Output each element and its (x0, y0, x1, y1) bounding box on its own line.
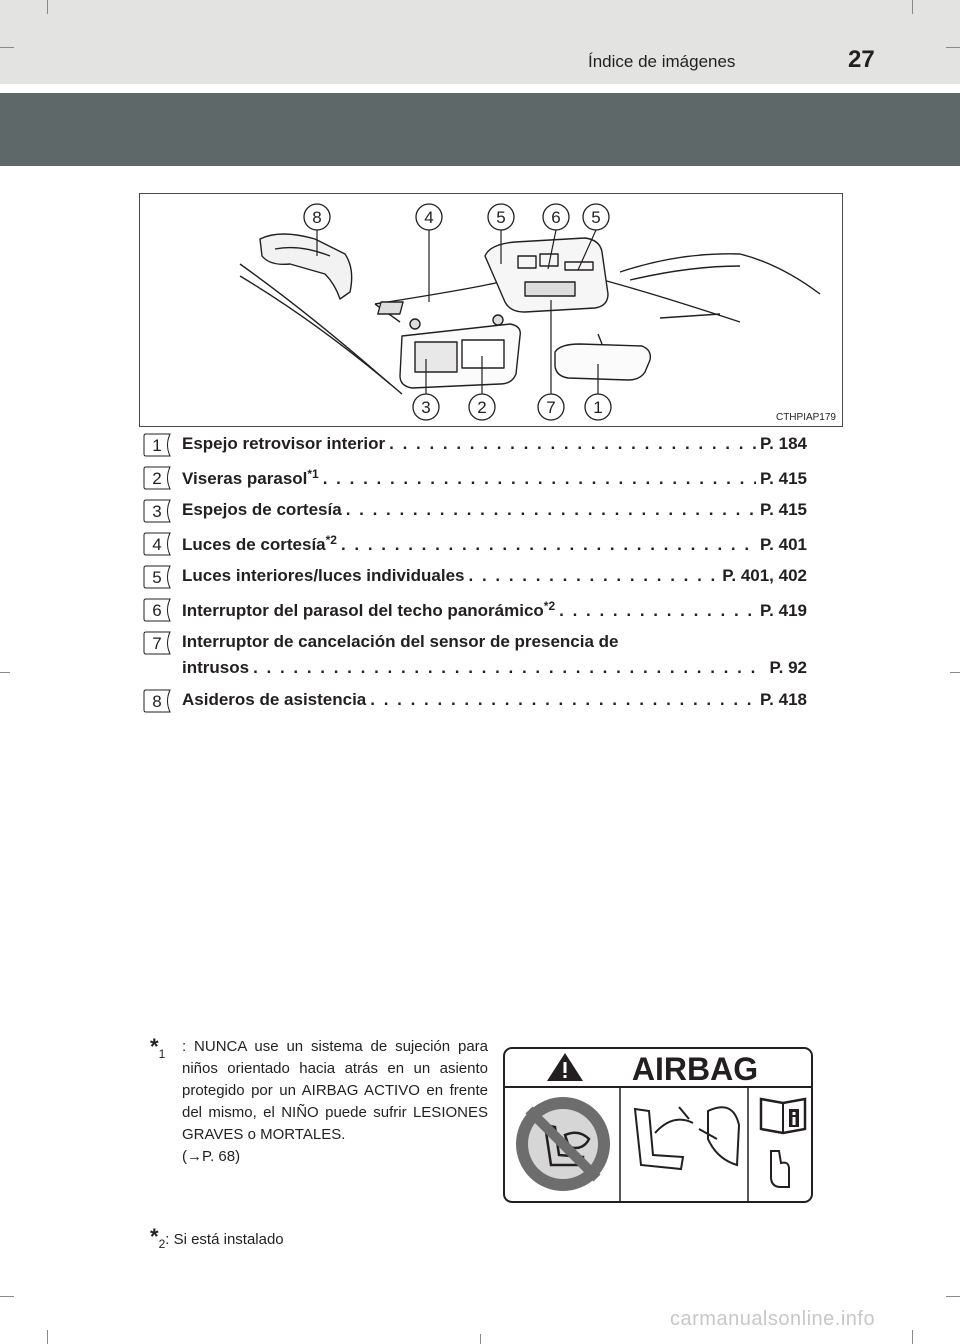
callout-1-label: 1 (593, 398, 603, 417)
item-label: Luces interiores/luces individuales (182, 566, 465, 585)
page-header (0, 0, 960, 84)
airbag-title: AIRBAG (631, 1051, 759, 1087)
list-item (143, 686, 813, 719)
leader-dots (389, 434, 756, 454)
crop-mark (0, 1296, 14, 1297)
item-label: Espejo retrovisor interior (182, 434, 386, 453)
item-list (143, 430, 813, 719)
crop-mark (912, 0, 913, 14)
footnote-1 (150, 1036, 488, 1168)
section-title: Índice de imágenes (588, 52, 736, 71)
item-label: Luces de cortesía$^{*2}$ (182, 533, 337, 554)
watermark: carmanualsonline.info (670, 1308, 876, 1330)
list-item (143, 430, 813, 463)
page-ref-link[interactable]: P. 184 (760, 434, 807, 453)
page-ref-link[interactable]: P. 419 (760, 601, 807, 620)
item-number-badge (143, 433, 171, 457)
callout-2-label: 2 (477, 398, 487, 417)
footnote-2-text: : Si está instalado (165, 1231, 284, 1248)
leader-dots (253, 658, 765, 678)
crop-mark (946, 1296, 960, 1297)
item-label: Asideros de asistencia (182, 690, 367, 709)
callout-8-label: 8 (312, 208, 322, 227)
footnote-2: $*_2$: Si está instalado (150, 1224, 284, 1251)
item-number: 7 (152, 634, 162, 653)
footnote-ref: *2 (325, 533, 337, 547)
item-number: 3 (152, 502, 162, 521)
page-ref-link[interactable]: P. 92 (769, 658, 807, 677)
item-number-badge (143, 466, 171, 490)
header-band (0, 93, 960, 166)
list-item (143, 529, 813, 562)
item-number: 4 (152, 535, 162, 554)
crop-mark (912, 1330, 913, 1344)
callout-5b-label: 5 (591, 208, 601, 227)
callout-3-label: 3 (421, 398, 431, 417)
crop-mark (0, 47, 14, 48)
item-label: Interruptor del parasol del techo panorámico$^{*2}$ (182, 599, 556, 620)
callout-6-label: 6 (551, 208, 561, 227)
callout-5-label: 5 (496, 208, 506, 227)
item-number: 1 (152, 436, 162, 455)
leader-dots (370, 690, 756, 710)
item-label: Viseras parasol$^{*1}$ (182, 467, 319, 488)
ceiling-drawing (140, 194, 843, 427)
footnote-1-text: : NUNCA use un sistema de sujeción para niños orientado hacia atrás en un asiento protegido por un AIRBAG ACTIVO en frente del mismo, el NIÑO puede sufrir LESIONES GRAVES o MORTALES. (182, 1038, 488, 1143)
crop-mark (950, 672, 960, 673)
list-item (143, 496, 813, 529)
item-number-badge (143, 565, 171, 589)
leader-dots (469, 566, 719, 586)
leader-dots (346, 500, 756, 520)
page-number: 27 (848, 46, 875, 73)
page-ref-link[interactable]: P. 415 (760, 469, 807, 488)
footnote-1-mark: $*_1$ (150, 1034, 166, 1061)
list-item (143, 628, 813, 686)
callout-7-label: 7 (546, 398, 556, 417)
leader-dots (559, 601, 756, 621)
crop-mark (47, 0, 48, 14)
item-number-badge (143, 532, 171, 556)
page-ref-link[interactable]: P. 415 (760, 500, 807, 519)
airbag-warning-label (503, 1047, 813, 1203)
page-ref-link[interactable]: P. 401 (760, 535, 807, 554)
list-item (143, 595, 813, 628)
page-ref-link[interactable]: P. 401, 402 (722, 566, 807, 585)
leader-dots (323, 469, 756, 489)
item-number-badge (143, 598, 171, 622)
page-ref-link[interactable]: P. 418 (760, 690, 807, 709)
crop-mark (0, 672, 10, 673)
item-number-badge (143, 631, 171, 655)
leader-dots (341, 535, 756, 555)
crop-mark (480, 1334, 481, 1344)
interior-illustration (139, 193, 843, 427)
item-number: 8 (152, 692, 162, 711)
list-item (143, 562, 813, 595)
figure-code: CTHPIAP179 (775, 412, 836, 423)
footnote-2-mark: * (150, 1224, 159, 1249)
item-number-badge (143, 689, 171, 713)
item-number: 6 (152, 601, 162, 620)
list-item (143, 463, 813, 496)
crop-mark (946, 47, 960, 48)
item-label: Interruptor de cancelación del sensor de presencia de (182, 632, 619, 651)
footnote-ref: *1 (307, 467, 319, 481)
footnote-1-ref[interactable]: (→P. 68) (182, 1148, 241, 1165)
callout-4-label: 4 (424, 208, 434, 227)
item-number: 5 (152, 568, 162, 587)
footnote-ref: *2 (543, 599, 556, 613)
item-label-continued: intrusos (182, 658, 250, 677)
item-label: Espejos de cortesía (182, 500, 342, 519)
crop-mark (47, 1330, 48, 1344)
item-number: 2 (152, 469, 162, 488)
no-rear-facing-seat-icon (516, 1097, 610, 1191)
item-number-badge (143, 499, 171, 523)
